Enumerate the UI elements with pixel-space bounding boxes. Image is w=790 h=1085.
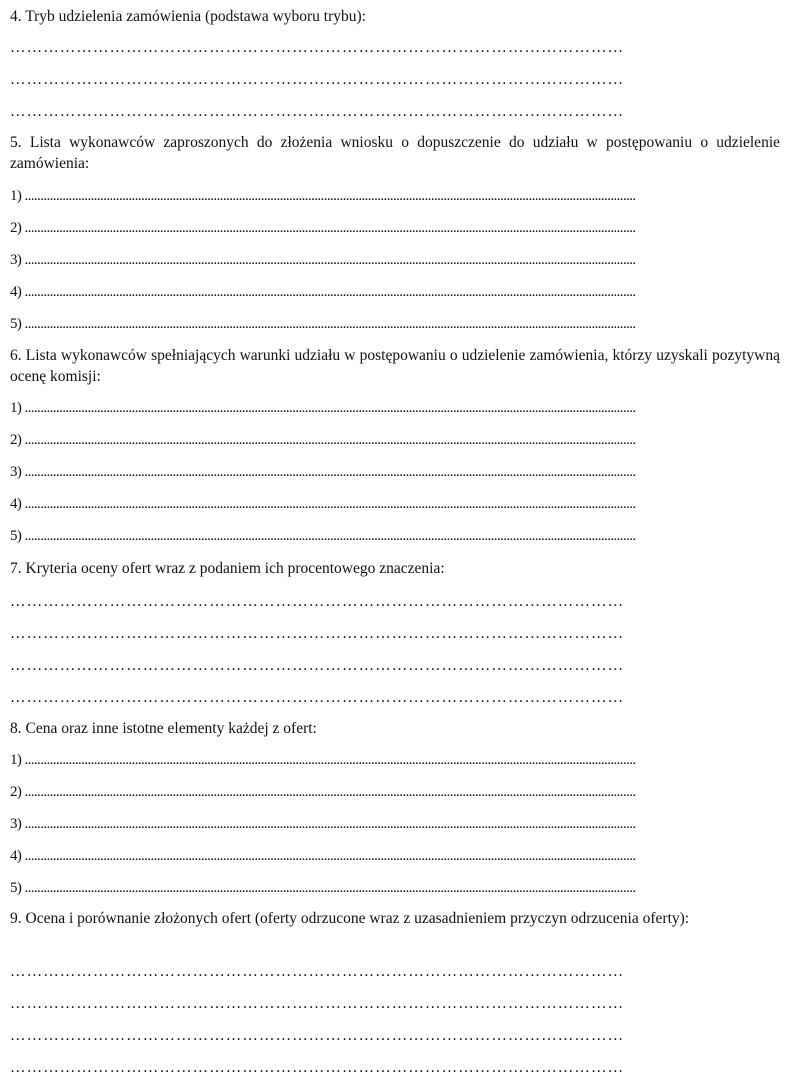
section-8-item-3[interactable]: 3) .................................................................................................................................................................................................. (10, 816, 636, 832)
section-5-item-5[interactable]: 5) .................................................................................................................................................................................................. (10, 316, 636, 332)
section-6-item-1[interactable]: 1) .................................................................................................................................................................................................. (10, 400, 636, 416)
section-9-line-1[interactable]: ………………………………………………………………………………………………… (10, 963, 625, 980)
section-9-line-2[interactable]: ………………………………………………………………………………………………… (10, 995, 625, 1012)
section-7-line-2[interactable]: ………………………………………………………………………………………………… (10, 625, 625, 642)
section-8-heading: 8. Cena oraz inne istotne elementy każdej z ofert: (10, 720, 317, 737)
section-6-item-2[interactable]: 2) .................................................................................................................................................................................................. (10, 432, 636, 448)
section-8-item-4[interactable]: 4) .................................................................................................................................................................................................. (10, 848, 636, 864)
section-4-line-1[interactable]: ………………………………………………………………………………………………… (10, 39, 625, 56)
section-5-item-3[interactable]: 3) .................................................................................................................................................................................................. (10, 252, 636, 268)
section-7-line-4[interactable]: ………………………………………………………………………………………………… (10, 689, 625, 706)
section-8-item-1[interactable]: 1) .................................................................................................................................................................................................. (10, 752, 636, 768)
section-4-heading: 4. Tryb udzielenia zamówienia (podstawa wyboru trybu): (10, 8, 366, 25)
section-7-heading: 7. Kryteria oceny ofert wraz z podaniem ich procentowego znaczenia: (10, 560, 445, 577)
section-4-line-2[interactable]: ………………………………………………………………………………………………… (10, 71, 625, 88)
section-7-line-3[interactable]: ………………………………………………………………………………………………… (10, 657, 625, 674)
section-6-item-4[interactable]: 4) .................................................................................................................................................................................................. (10, 496, 636, 512)
section-4-line-3[interactable]: ………………………………………………………………………………………………… (10, 103, 625, 120)
section-7-line-1[interactable]: ………………………………………………………………………………………………… (10, 593, 625, 610)
document-page (10, 0, 780, 1085)
section-9-heading: 9. Ocena i porównanie złożonych ofert (oferty odrzucone wraz z uzasadnieniem przyczyn odrzucenia oferty): (10, 910, 690, 927)
section-5-item-4[interactable]: 4) .................................................................................................................................................................................................. (10, 284, 636, 300)
section-5-heading: 5. Lista wykonawców zaproszonych do złożenia wniosku o dopuszczenie do udziału w postępowaniu o udzielenie zamówienia: (10, 134, 780, 172)
section-6-heading: 6. Lista wykonawców spełniających warunki udziału w postępowaniu o udzielenie zamówienia, którzy uzyskali pozytywną ocenę komisji: (10, 347, 780, 385)
section-5-item-2[interactable]: 2) .................................................................................................................................................................................................. (10, 220, 636, 236)
section-6-item-3[interactable]: 3) .................................................................................................................................................................................................. (10, 464, 636, 480)
section-9-line-4[interactable]: ………………………………………………………………………………………………… (10, 1059, 625, 1076)
section-8-item-2[interactable]: 2) .................................................................................................................................................................................................. (10, 784, 636, 800)
section-8-item-5[interactable]: 5) .................................................................................................................................................................................................. (10, 880, 636, 896)
section-6-item-5[interactable]: 5) .................................................................................................................................................................................................. (10, 528, 636, 544)
section-9-line-3[interactable]: ………………………………………………………………………………………………… (10, 1027, 625, 1044)
section-5-item-1[interactable]: 1) .................................................................................................................................................................................................. (10, 188, 636, 204)
